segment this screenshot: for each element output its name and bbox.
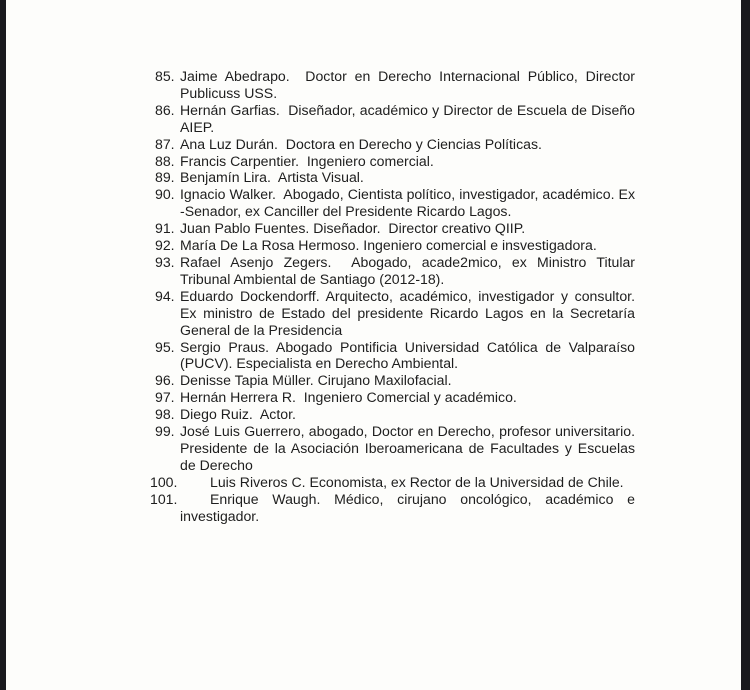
list-item-text: Denisse Tapia Müller. Cirujano Maxilofacial. [180,372,452,389]
list-item-number: 87. [155,135,175,152]
numbered-list [0,68,639,524]
list-item [0,237,635,254]
list-item [0,406,635,423]
list-item [0,136,635,153]
list-item-text: Eduardo Dockendorff. Arquitecto, académico, investigador y consultor. Ex ministro de Estado del presidente Ricardo Lagos en la Secretaría General de la Presidencia [180,287,639,338]
list-item-text: Ana Luz Durán. Doctora en Derecho y Ciencias Políticas. [180,135,542,152]
list-item [0,220,635,237]
list-item-text: Luis Riveros C. Economista, ex Rector de la Universidad de Chile. [210,473,624,490]
list-item [0,169,635,186]
list-item-text: Hernán Garfias. Diseñador, académico y Director de Escuela de Diseño AIEP. [180,101,639,135]
list-item-text: José Luis Guerrero, abogado, Doctor en Derecho, profesor universitario. Presidente de la Asociación Iberoamericana de Facultades y Escuelas de Derecho [180,423,639,473]
list-item [0,287,639,339]
list-item-number: 89. [155,169,175,186]
scan-edge-right [741,0,750,690]
list-item [0,68,639,102]
list-item-text: Hernán Herrera R. Ingeniero Comercial y académico. [180,389,517,406]
list-item-text: María De La Rosa Hermoso. Ingeniero comercial e insvestigadora. [180,237,597,254]
list-item-text: Juan Pablo Fuentes. Diseñador. Director creativo QIIP. [180,220,526,237]
list-item-number: 96. [155,372,175,389]
list-item-number: 91. [155,220,175,237]
list-item-number: 92. [155,237,175,254]
list-item-text: Enrique Waugh. Médico, cirujano oncológico, académico e investigador. [180,490,639,524]
list-item-number: 85. [155,68,175,84]
list-item [0,253,639,288]
list-item-number: 93. [155,253,175,270]
list-item [0,186,639,220]
list-item-text: Ignacio Walker. Abogado, Cientista político, investigador, académico. Ex -Senador, ex Canciller del Presidente Ricardo Lagos. [180,186,639,220]
list-item-text: Francis Carpentier. Ingeniero comercial. [180,152,434,169]
list-item [0,101,639,136]
list-item-number: 97. [155,389,175,406]
list-item [0,423,639,474]
list-item-text: Rafael Asenjo Zegers. Abogado, acade2mico, ex Ministro Titular Tribunal Ambiental de Santiago (2012-18). [180,253,639,287]
list-item-text: Benjamín Lira. Artista Visual. [180,169,364,186]
list-item [0,372,635,389]
list-item-number: 90. [155,186,175,203]
list-item-number: 88. [155,152,175,169]
list-item [0,474,635,491]
list-item [0,338,639,373]
list-item-number: 98. [155,406,175,423]
list-item-number: 94. [155,287,175,304]
list-item [0,490,639,525]
list-item-number: 86. [155,101,175,118]
list-item-number: 101. [150,490,178,507]
list-item [0,389,635,406]
list-item-text: Jaime Abedrapo. Doctor en Derecho Internacional Público, Director Publicuss USS. [180,68,639,101]
list-item-number: 95. [155,338,175,355]
list-item-text: Sergio Praus. Abogado Pontificia Universidad Católica de Valparaíso (PUCV). Especialista en Derecho Ambiental. [180,338,639,372]
list-item-number: 100. [150,473,178,490]
list-item-text: Diego Ruiz. Actor. [180,406,296,423]
list-item [0,153,635,170]
list-item-number: 99. [155,423,175,440]
